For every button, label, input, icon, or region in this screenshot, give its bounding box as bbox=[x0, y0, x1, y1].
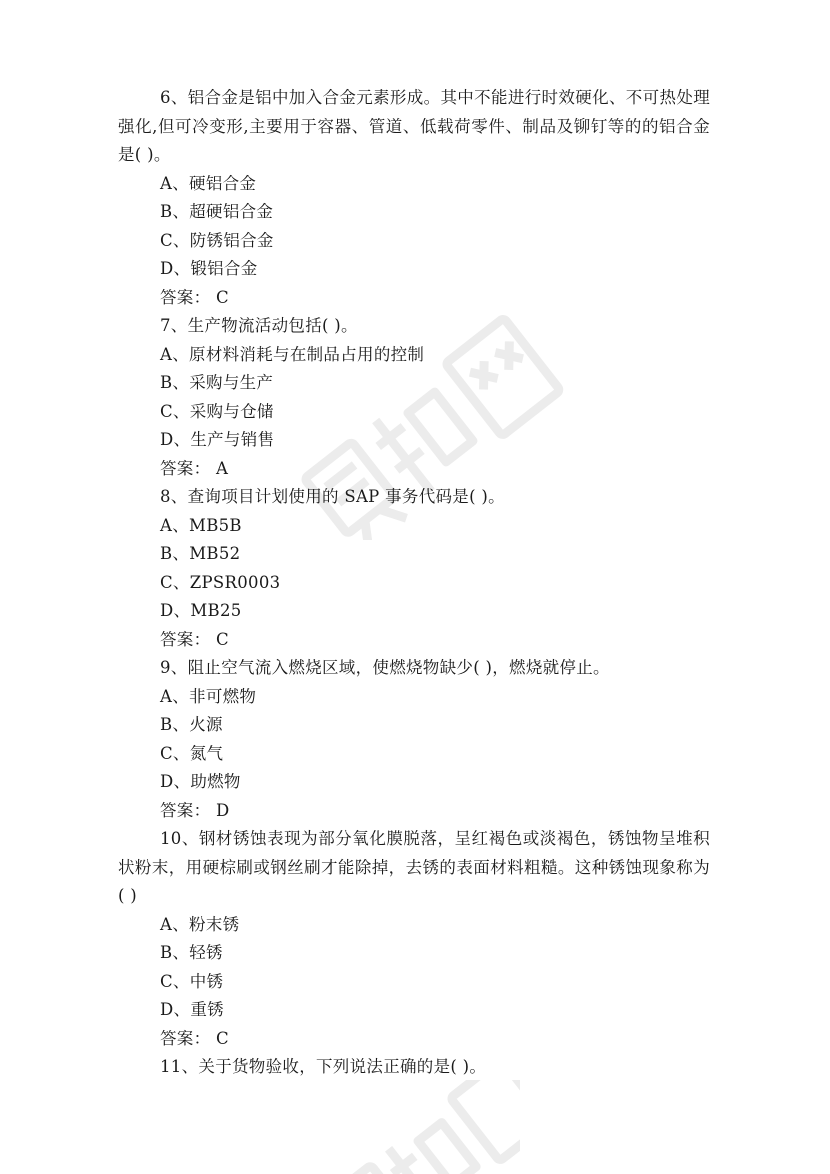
option-c: C、中锈 bbox=[160, 971, 224, 991]
question-block bbox=[118, 84, 710, 312]
option-b: B、超硬铝合金 bbox=[160, 202, 274, 221]
option-c: C、氮气 bbox=[160, 743, 224, 763]
answer-line: 答案： C bbox=[160, 1028, 229, 1048]
option-b: B、MB52 bbox=[160, 544, 241, 563]
option-a: A、非可燃物 bbox=[160, 686, 257, 706]
option-d: D、助燃物 bbox=[160, 772, 241, 791]
option-a: A、原材料消耗与在制品占用的控制 bbox=[160, 344, 425, 364]
option-c: C、采购与仓储 bbox=[160, 401, 274, 421]
question-block bbox=[118, 654, 710, 825]
question-block bbox=[118, 1053, 710, 1082]
option-b: B、火源 bbox=[160, 715, 223, 734]
question-stem: 8、查询项目计划使用的 SAP 事务代码是( )。 bbox=[160, 487, 505, 506]
option-c: C、ZPSR0003 bbox=[160, 572, 281, 592]
question-stem: 9、阻止空气流入燃烧区域，使燃烧物缺少( )，燃烧就停止。 bbox=[160, 658, 610, 677]
question-stem: 10、钢材锈蚀表现为部分氧化膜脱落，呈红褐色或淡褐色，锈蚀物呈堆积状粉末，用硬棕刷或钢丝刷才能除掉，去锈的表面材料粗糙。这种锈蚀现象称为( ) bbox=[118, 829, 710, 905]
watermark-logo-bottom bbox=[300, 1080, 520, 1174]
option-b: B、轻锈 bbox=[160, 943, 223, 962]
answer-line: 答案： A bbox=[160, 458, 229, 478]
question-stem: 6、铝合金是铝中加入合金元素形成。其中不能进行时效硬化、不可热处理强化,但可冷变形,主要用于容器、管道、低载荷零件、制品及铆钉等的的铝合金是( )。 bbox=[118, 88, 710, 164]
option-d: D、重锈 bbox=[160, 1000, 224, 1019]
question-list bbox=[118, 84, 710, 1082]
answer-line: 答案： D bbox=[160, 800, 230, 820]
option-a: A、粉末锈 bbox=[160, 914, 240, 934]
option-d: D、生产与销售 bbox=[160, 430, 275, 449]
question-stem: 11、关于货物验收，下列说法正确的是( )。 bbox=[160, 1057, 487, 1076]
question-stem: 7、生产物流活动包括( )。 bbox=[160, 316, 358, 335]
option-d: D、锻铝合金 bbox=[160, 259, 258, 278]
answer-line: 答案： C bbox=[160, 629, 229, 649]
option-a: A、MB5B bbox=[160, 515, 242, 535]
question-block bbox=[118, 825, 710, 1053]
question-block bbox=[118, 312, 710, 483]
option-d: D、MB25 bbox=[160, 601, 242, 620]
question-block bbox=[118, 483, 710, 654]
option-c: C、防锈铝合金 bbox=[160, 230, 274, 250]
answer-line: 答案： C bbox=[160, 287, 229, 307]
option-b: B、采购与生产 bbox=[160, 373, 274, 392]
option-a: A、硬铝合金 bbox=[160, 173, 257, 193]
